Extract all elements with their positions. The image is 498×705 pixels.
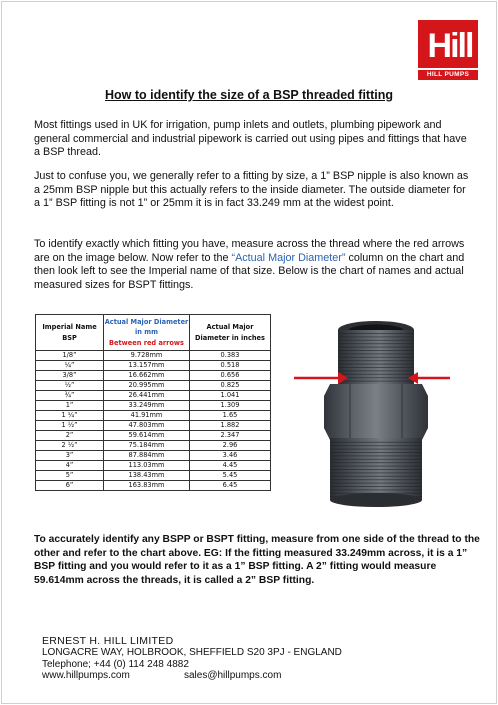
cell-imperial: 6” xyxy=(36,481,104,491)
bsp-size-table xyxy=(35,314,271,491)
table-row xyxy=(36,371,271,381)
cell-inches: 5.45 xyxy=(190,471,271,481)
cell-inches: 1.041 xyxy=(190,391,271,401)
footer-telephone: Telephone; +44 (0) 114 248 4882 xyxy=(42,658,189,670)
cell-mm: 41.91mm xyxy=(104,411,190,421)
cell-imperial: 4” xyxy=(36,461,104,471)
cell-inches: 0.656 xyxy=(190,371,271,381)
cell-mm: 59.614mm xyxy=(104,431,190,441)
cell-imperial: 5” xyxy=(36,471,104,481)
cell-mm: 9.728mm xyxy=(104,351,190,361)
cell-mm: 87.884mm xyxy=(104,451,190,461)
cell-mm: 47.803mm xyxy=(104,421,190,431)
cell-mm: 138.43mm xyxy=(104,471,190,481)
logo-word: Hill xyxy=(427,27,473,65)
header-actual-mm xyxy=(104,315,190,351)
cell-imperial: ¼” xyxy=(36,361,104,371)
footer-website-link[interactable]: www.hillpumps.com xyxy=(42,669,130,681)
table-row xyxy=(36,471,271,481)
header-inches: Actual Major Diameter in inches xyxy=(190,315,271,351)
footer-company: ERNEST H. HILL LIMITED xyxy=(42,635,174,647)
right-red-arrow xyxy=(408,372,450,384)
bsp-hex-nipple-image xyxy=(290,316,450,508)
cell-imperial: 1 ¼” xyxy=(36,411,104,421)
cell-inches: 1.65 xyxy=(190,411,271,421)
left-red-arrow xyxy=(294,372,348,384)
actual-major-diameter-ref: “Actual Major Diameter” xyxy=(231,251,346,264)
cell-mm: 13.157mm xyxy=(104,361,190,371)
intro-paragraph: Most fittings used in UK for irrigation, pump inlets and outlets, plumbing pipework and general commercial and industrial pipework is carried out using pipes and fittings that have a BSP thread. xyxy=(34,119,467,159)
measure-paragraph xyxy=(34,238,474,292)
hex-body xyxy=(324,384,428,440)
cell-imperial: ½” xyxy=(36,381,104,391)
table-row xyxy=(36,421,271,431)
cell-inches: 2.96 xyxy=(190,441,271,451)
cell-imperial: 1” xyxy=(36,401,104,411)
header-between-arrows: Between red arrows xyxy=(109,338,184,347)
table-row xyxy=(36,431,271,441)
sizing-paragraph: Just to confuse you, we generally refer to a fitting by size, a 1” BSP nipple is also known as a 25mm BSP nipple but this actually refers to the inside diameter. The outside diameter for a 1” BSP fitting is not 1” or 25mm it is in fact 33.249 mm at the widest point. xyxy=(34,170,469,210)
cell-inches: 0.825 xyxy=(190,381,271,391)
cell-imperial: 1/8” xyxy=(36,351,104,361)
table-row xyxy=(36,451,271,461)
table-row xyxy=(36,361,271,371)
cell-mm: 20.995mm xyxy=(104,381,190,391)
bottom-edge xyxy=(330,493,422,507)
cell-inches: 2.347 xyxy=(190,431,271,441)
cell-inches: 0.383 xyxy=(190,351,271,361)
footer-contacts xyxy=(42,670,342,681)
table-row xyxy=(36,481,271,491)
table-row xyxy=(36,411,271,421)
table-row xyxy=(36,401,271,411)
header-imperial: Imperial Name BSP xyxy=(36,315,104,351)
cell-mm: 26.441mm xyxy=(104,391,190,401)
footer-address: LONGACRE WAY, HOLBROOK, SHEFFIELD S20 3PJ - ENGLAND xyxy=(42,647,342,659)
table-row xyxy=(36,351,271,361)
table-row xyxy=(36,381,271,391)
table-header-row xyxy=(36,315,271,351)
cell-inches: 1.309 xyxy=(190,401,271,411)
measure-text-b: column on the chart and then look left to see the Imperial name of that size. Below is the chart of names and actual measured sizes for BSPT fittings. xyxy=(34,251,465,291)
cell-mm: 75.184mm xyxy=(104,441,190,451)
cell-mm: 113.03mm xyxy=(104,461,190,471)
cell-inches: 3.46 xyxy=(190,451,271,461)
cell-inches: 0.518 xyxy=(190,361,271,371)
table-row xyxy=(36,391,271,401)
cell-inches: 1.882 xyxy=(190,421,271,431)
cell-imperial: 3/8” xyxy=(36,371,104,381)
company-footer xyxy=(42,636,342,681)
footer-email-link[interactable]: sales@hillpumps.com xyxy=(184,669,282,681)
hill-pumps-logo xyxy=(418,20,478,80)
cell-imperial: 2” xyxy=(36,431,104,441)
cell-imperial: ¾” xyxy=(36,391,104,401)
example-paragraph: To accurately identify any BSPP or BSPT fitting, measure from one side of the thread to the other and refer to the chart above. EG: If the fitting measured 33.249mm across, it is a 1” BSP fitting and you would refer to it as a 1” BSP fitting. A 2” fitting would measure 59.614mm across the threads, it is called a 2” BSP fitting. xyxy=(34,534,480,586)
cell-mm: 33.249mm xyxy=(104,401,190,411)
logo-red-box xyxy=(418,20,478,68)
cell-imperial: 2 ½” xyxy=(36,441,104,451)
cell-mm: 16.662mm xyxy=(104,371,190,381)
cell-inches: 4.45 xyxy=(190,461,271,471)
logo-subtitle: HILL PUMPS xyxy=(418,70,478,80)
page-title: How to identify the size of a BSP threaded fitting xyxy=(105,88,393,102)
measure-text-a: To identify exactly which fitting you have, measure across the thread where the red arrows are on the image below. Now refer to the xyxy=(34,238,465,264)
header-actual-mm-label: Actual Major Diameter in mm xyxy=(104,317,189,337)
table-body xyxy=(36,351,271,491)
cell-inches: 6.45 xyxy=(190,481,271,491)
cell-imperial: 3” xyxy=(36,451,104,461)
table-row xyxy=(36,441,271,451)
cell-mm: 163.83mm xyxy=(104,481,190,491)
table-row xyxy=(36,461,271,471)
cell-imperial: 1 ½” xyxy=(36,421,104,431)
